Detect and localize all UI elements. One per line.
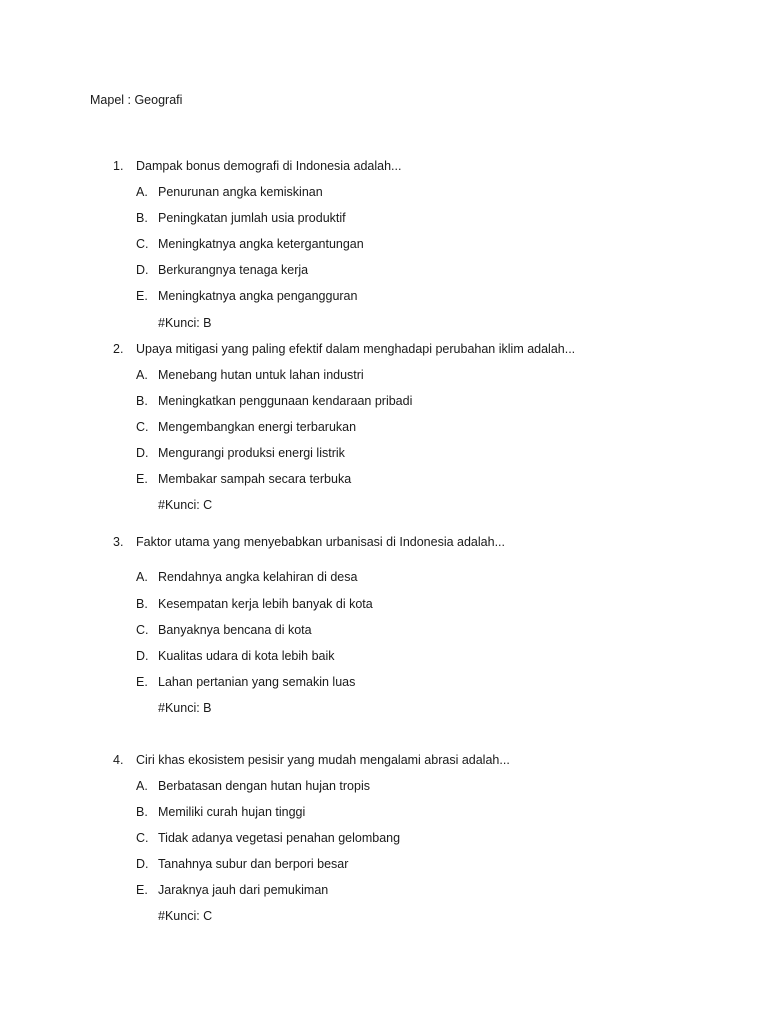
option-letter: E. xyxy=(136,675,148,689)
option-letter: E. xyxy=(136,472,148,486)
option-text: Meningkatkan penggunaan kendaraan pribadi xyxy=(158,394,413,408)
option-text: Meningkatnya angka ketergantungan xyxy=(158,237,364,251)
option-text: Tidak adanya vegetasi penahan gelombang xyxy=(158,831,401,845)
option-text: Meningkatnya angka pengangguran xyxy=(158,289,358,303)
option-letter: A. xyxy=(136,779,148,793)
option-text: Kesempatan kerja lebih banyak di kota xyxy=(158,597,373,611)
option-letter: A. xyxy=(136,368,148,382)
option-text: Membakar sampah secara terbuka xyxy=(158,472,352,486)
option-text: Mengembangkan energi terbarukan xyxy=(158,420,357,434)
option-text: Jaraknya jauh dari pemukiman xyxy=(158,883,329,897)
option-letter: D. xyxy=(136,649,149,663)
option-text: Peningkatan jumlah usia produktif xyxy=(158,211,346,225)
question-text: Ciri khas ekosistem pesisir yang mudah mengalami abrasi adalah... xyxy=(136,753,510,767)
option-text: Banyaknya bencana di kota xyxy=(158,623,312,637)
option-text: Penurunan angka kemiskinan xyxy=(158,185,323,199)
option-letter: B. xyxy=(136,211,148,225)
option-text: Berkurangnya tenaga kerja xyxy=(158,263,309,277)
answer-key: #Kunci: C xyxy=(158,498,213,512)
option-text: Berbatasan dengan hutan hujan tropis xyxy=(158,779,370,793)
question-number: 4. xyxy=(113,753,124,767)
option-letter: B. xyxy=(136,394,148,408)
option-letter: B. xyxy=(136,805,148,819)
option-letter: D. xyxy=(136,263,149,277)
answer-key: #Kunci: B xyxy=(158,316,212,330)
option-text: Rendahnya angka kelahiran di desa xyxy=(158,570,358,584)
option-text: Memiliki curah hujan tinggi xyxy=(158,805,306,819)
question-number: 1. xyxy=(113,159,124,173)
question-number: 3. xyxy=(113,535,124,549)
option-letter: C. xyxy=(136,831,149,845)
question-number: 2. xyxy=(113,342,124,356)
question-text: Dampak bonus demografi di Indonesia adalah... xyxy=(136,159,402,173)
option-letter: C. xyxy=(136,237,149,251)
option-text: Lahan pertanian yang semakin luas xyxy=(158,675,356,689)
option-text: Menebang hutan untuk lahan industri xyxy=(158,368,364,382)
option-text: Kualitas udara di kota lebih baik xyxy=(158,649,335,663)
subject-line: Mapel : Geografi xyxy=(90,93,183,107)
option-letter: C. xyxy=(136,623,149,637)
question-text: Upaya mitigasi yang paling efektif dalam menghadapi perubahan iklim adalah... xyxy=(136,342,576,356)
option-letter: A. xyxy=(136,185,148,199)
option-letter: C. xyxy=(136,420,149,434)
answer-key: #Kunci: B xyxy=(158,701,212,715)
option-text: Tanahnya subur dan berpori besar xyxy=(158,857,349,871)
option-letter: A. xyxy=(136,570,148,584)
option-letter: E. xyxy=(136,883,148,897)
option-letter: D. xyxy=(136,857,149,871)
answer-key: #Kunci: C xyxy=(158,909,213,923)
option-letter: D. xyxy=(136,446,149,460)
option-text: Mengurangi produksi energi listrik xyxy=(158,446,345,460)
option-letter: B. xyxy=(136,597,148,611)
option-letter: E. xyxy=(136,289,148,303)
question-text: Faktor utama yang menyebabkan urbanisasi di Indonesia adalah... xyxy=(136,535,505,549)
